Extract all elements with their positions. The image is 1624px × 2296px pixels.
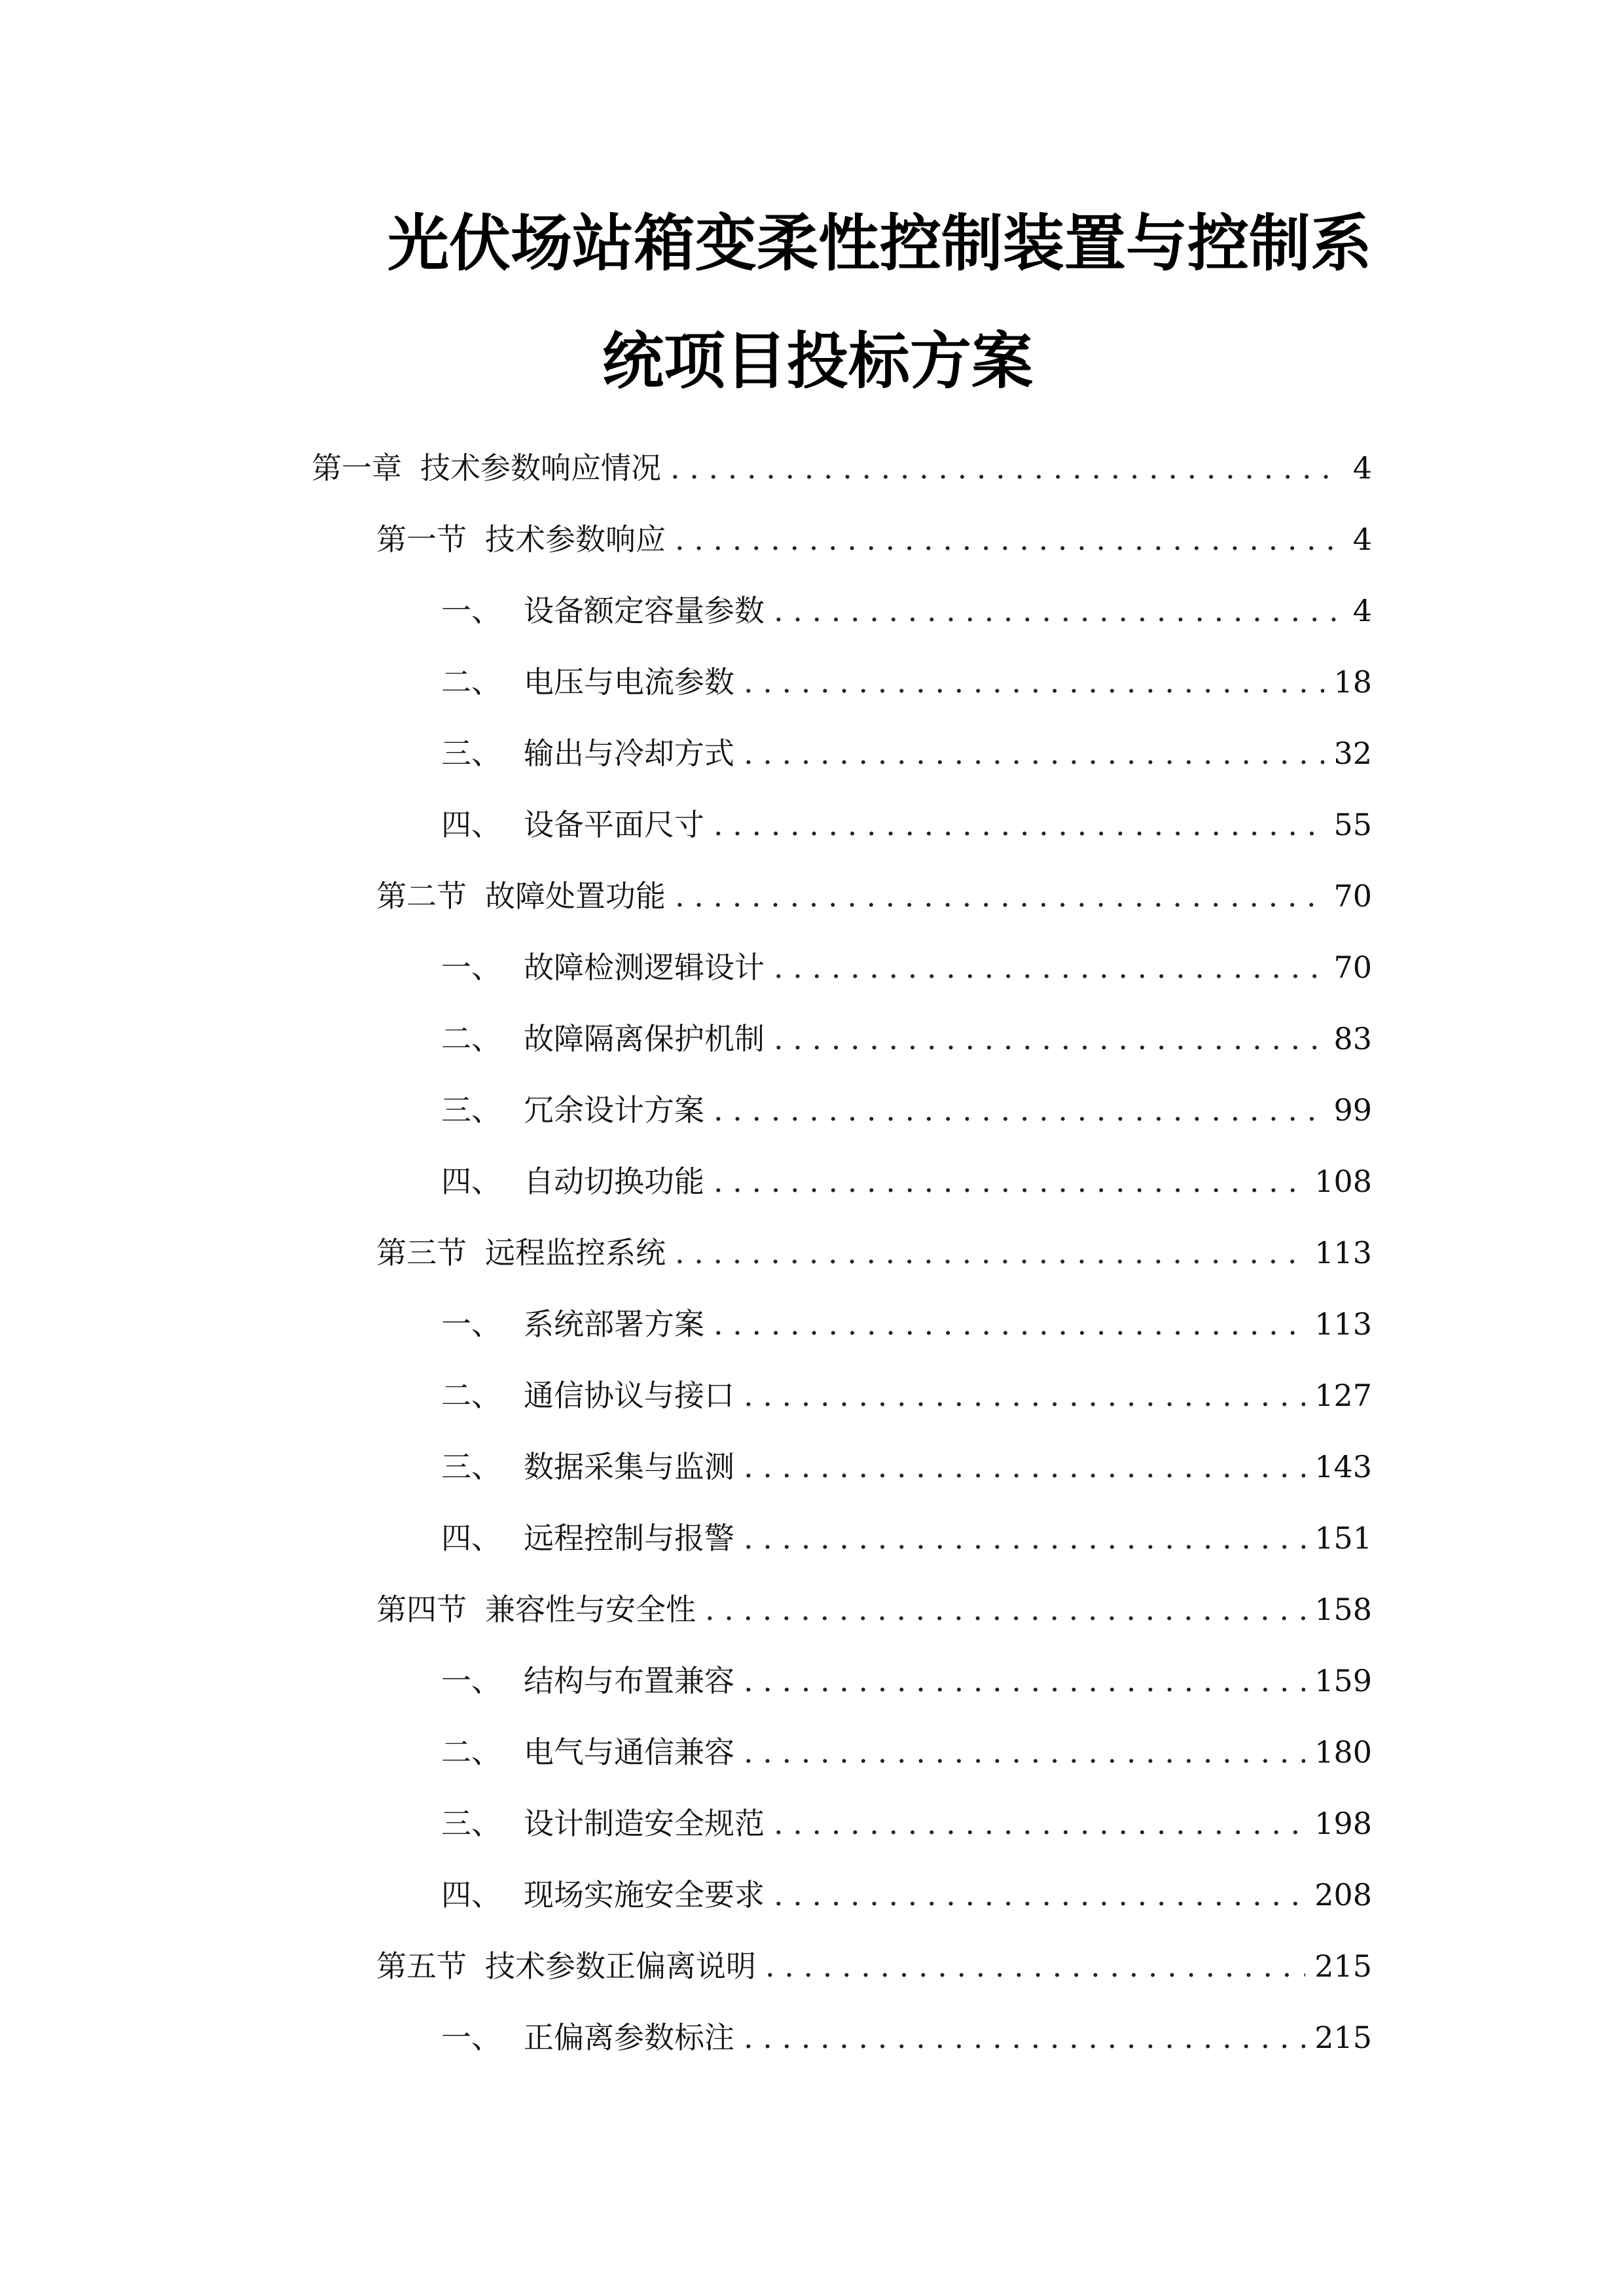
toc-item[interactable]: [441, 944, 1372, 990]
toc-leader: [675, 516, 1337, 562]
toc-label: 远程监控系统: [485, 1235, 666, 1270]
toc-page-number: 208: [1314, 1877, 1372, 1912]
toc-leader: [774, 944, 1324, 990]
toc-page-number: 32: [1333, 736, 1372, 771]
toc-number: 第一节: [376, 522, 467, 557]
toc-label: 输出与冷却方式: [524, 736, 734, 771]
toc-label: 数据采集与监测: [524, 1449, 734, 1484]
toc-item[interactable]: [441, 1087, 1372, 1133]
toc-page-number: 215: [1314, 1948, 1372, 1984]
toc-label: 设备平面尺寸: [524, 807, 704, 842]
toc-number: 一、: [441, 1306, 501, 1342]
toc-page-number: 143: [1314, 1449, 1372, 1484]
toc-page-number: 127: [1314, 1378, 1372, 1413]
document-title-line-1: 光伏场站箱变柔性控制装置与控制系: [388, 208, 1373, 279]
toc-section-1[interactable]: [376, 516, 1372, 562]
toc-leader: [744, 2015, 1305, 2060]
toc-page-number: 159: [1314, 1663, 1372, 1698]
toc-number: 二、: [441, 1734, 501, 1770]
toc-number: 二、: [441, 1378, 501, 1413]
toc-label: 兼容性与安全性: [485, 1592, 696, 1627]
toc-leader: [774, 1872, 1305, 1918]
toc-page-number: 151: [1314, 1520, 1372, 1556]
toc-number: 三、: [441, 1092, 501, 1128]
toc-number: 四、: [441, 807, 501, 842]
toc-item[interactable]: [441, 1729, 1372, 1775]
toc-leader: [705, 1587, 1305, 1632]
document-title-line-2: 统项目投标方案: [602, 326, 1034, 397]
toc-page-number: 108: [1314, 1164, 1372, 1199]
toc-page-number: 215: [1314, 2020, 1372, 2055]
toc-label: 电压与电流参数: [524, 664, 734, 700]
toc-item[interactable]: [441, 1801, 1372, 1846]
toc-leader: [675, 1230, 1305, 1276]
toc-number: 第一章: [312, 450, 402, 486]
toc-page-number: 83: [1333, 1021, 1372, 1056]
toc-item[interactable]: [441, 1872, 1372, 1918]
toc-item[interactable]: [441, 1658, 1372, 1704]
toc-label: 自动切换功能: [524, 1164, 704, 1199]
toc-page-number: 4: [1352, 450, 1372, 486]
toc-leader: [774, 1801, 1305, 1846]
toc-page-number: 4: [1352, 593, 1372, 628]
toc-number: 一、: [441, 2020, 501, 2055]
toc-number: 二、: [441, 664, 501, 700]
toc-section-3[interactable]: [376, 1230, 1372, 1276]
toc-item[interactable]: [441, 1301, 1372, 1347]
toc-label: 电气与通信兼容: [524, 1734, 734, 1770]
toc-number: 四、: [441, 1520, 501, 1556]
toc-item[interactable]: [441, 2015, 1372, 2060]
toc-page-number: 113: [1314, 1235, 1372, 1270]
toc-page-number: 158: [1314, 1592, 1372, 1627]
toc-page-number: 18: [1333, 664, 1372, 700]
toc-chapter-1[interactable]: [312, 445, 1372, 491]
toc-page-number: 113: [1314, 1306, 1372, 1342]
toc-item[interactable]: [441, 659, 1372, 705]
toc-label: 系统部署方案: [524, 1306, 704, 1342]
toc-item[interactable]: [441, 588, 1372, 634]
toc-page-number: 70: [1333, 878, 1372, 914]
toc-page-number: 99: [1333, 1092, 1372, 1128]
toc-number: 二、: [441, 1021, 501, 1056]
toc-page-number: 198: [1314, 1806, 1372, 1841]
toc-label: 远程控制与报警: [524, 1520, 734, 1556]
toc-page-number: 55: [1333, 807, 1372, 842]
toc-page-number: 4: [1352, 522, 1372, 557]
toc-item[interactable]: [441, 1444, 1372, 1490]
toc-leader: [744, 1729, 1305, 1775]
toc-section-4[interactable]: [376, 1587, 1372, 1632]
toc-leader: [713, 802, 1324, 848]
toc-label: 技术参数响应: [485, 522, 666, 557]
toc-label: 结构与布置兼容: [524, 1663, 734, 1698]
toc-number: 第二节: [376, 878, 467, 914]
toc-label: 设计制造安全规范: [524, 1806, 765, 1841]
toc-number: 四、: [441, 1164, 501, 1199]
toc-section-5[interactable]: [376, 1943, 1372, 1989]
toc-number: 第三节: [376, 1235, 467, 1270]
toc-label: 故障处置功能: [485, 878, 666, 914]
toc-item[interactable]: [441, 1372, 1372, 1418]
toc-leader: [744, 1658, 1305, 1704]
toc-number: 四、: [441, 1877, 501, 1912]
toc-leader: [675, 873, 1324, 919]
toc-leader: [774, 588, 1337, 634]
toc-leader: [713, 1158, 1305, 1204]
toc-label: 设备额定容量参数: [524, 593, 765, 628]
toc-leader: [744, 730, 1324, 776]
toc-item[interactable]: [441, 802, 1372, 848]
toc-page-number: 70: [1333, 950, 1372, 985]
toc-page-number: 180: [1314, 1734, 1372, 1770]
toc-item[interactable]: [441, 1515, 1372, 1561]
toc-leader: [744, 1444, 1305, 1490]
toc-number: 三、: [441, 1449, 501, 1484]
toc-label: 正偏离参数标注: [524, 2020, 734, 2055]
toc-number: 一、: [441, 950, 501, 985]
toc-number: 三、: [441, 736, 501, 771]
toc-leader: [744, 1372, 1305, 1418]
toc-label: 技术参数响应情况: [420, 450, 661, 486]
toc-section-2[interactable]: [376, 873, 1372, 919]
toc-label: 故障检测逻辑设计: [524, 950, 765, 985]
toc-leader: [670, 445, 1337, 491]
toc-item[interactable]: [441, 730, 1372, 776]
toc-leader: [744, 659, 1324, 705]
toc-item[interactable]: [441, 1016, 1372, 1062]
toc-leader: [744, 1515, 1305, 1561]
toc-number: 三、: [441, 1806, 501, 1841]
toc-label: 技术参数正偏离说明: [485, 1948, 756, 1984]
toc-leader: [713, 1301, 1305, 1347]
toc-number: 第五节: [376, 1948, 467, 1984]
toc-label: 现场实施安全要求: [524, 1877, 765, 1912]
toc-number: 一、: [441, 593, 501, 628]
toc-item[interactable]: [441, 1158, 1372, 1204]
toc-leader: [713, 1087, 1324, 1133]
toc-leader: [765, 1943, 1305, 1989]
toc-number: 第四节: [376, 1592, 467, 1627]
toc-label: 冗余设计方案: [524, 1092, 704, 1128]
toc-label: 通信协议与接口: [524, 1378, 734, 1413]
toc-leader: [774, 1016, 1324, 1062]
toc-number: 一、: [441, 1663, 501, 1698]
toc-label: 故障隔离保护机制: [524, 1021, 765, 1056]
